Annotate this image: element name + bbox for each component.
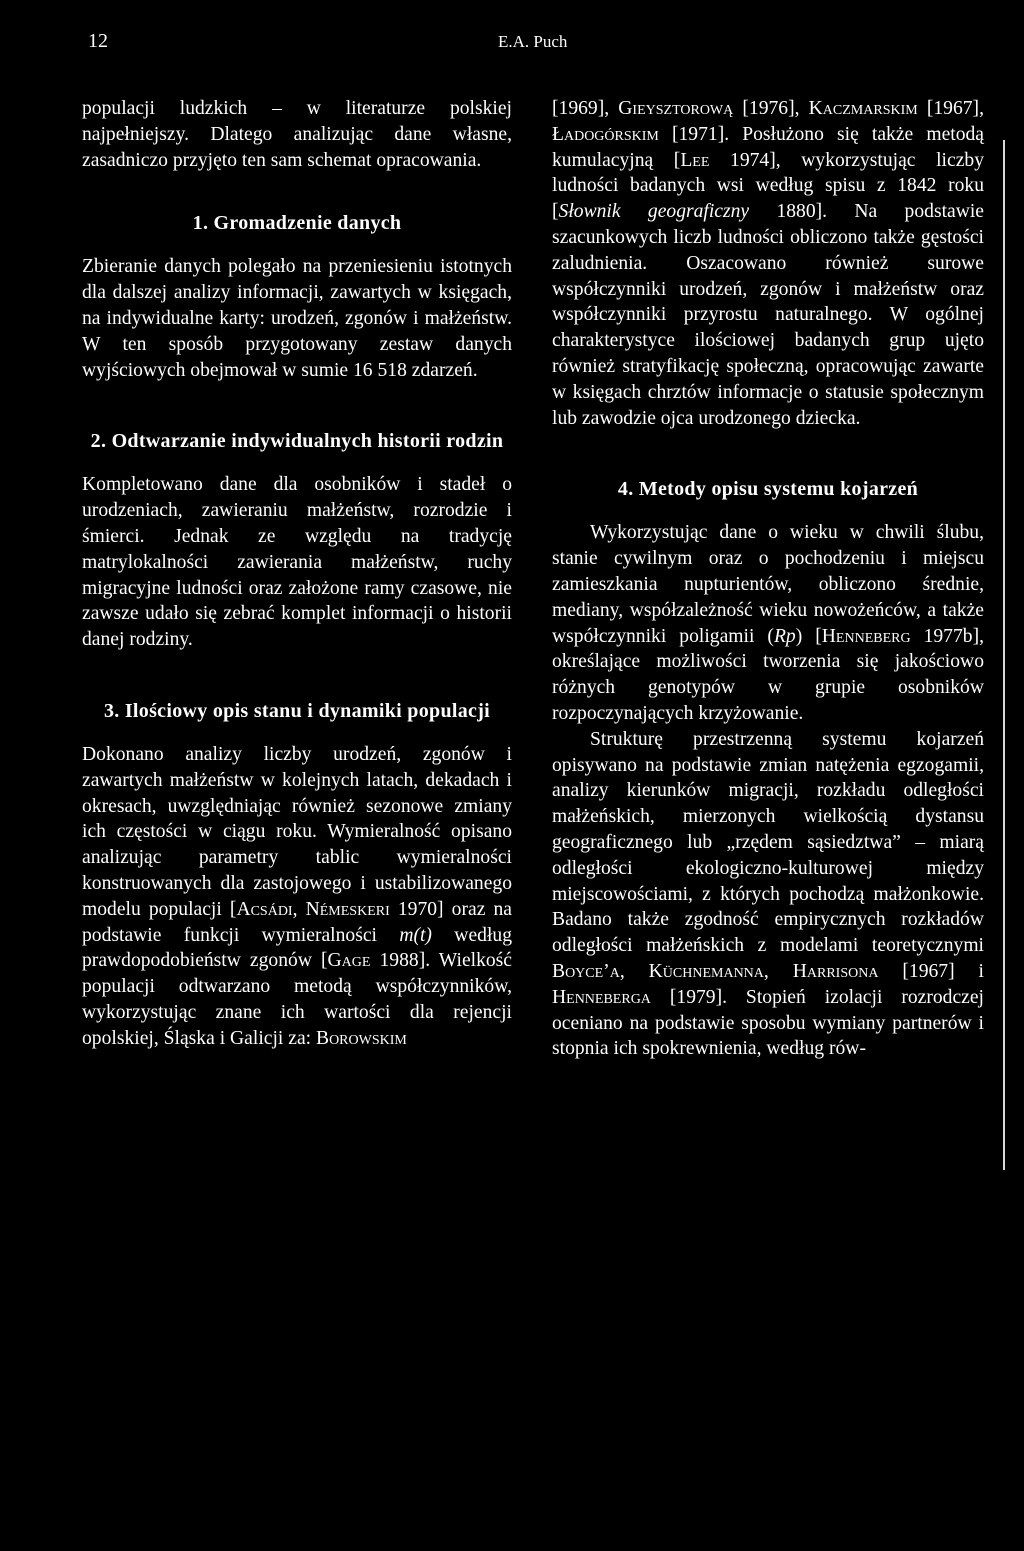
symbol-rp: Rp	[773, 625, 796, 647]
citation-slownik: Słownik geograficzny	[558, 201, 750, 223]
citation-gage: Gage	[327, 950, 371, 972]
page-header	[0, 30, 1024, 64]
citation-lee: Lee	[680, 149, 710, 171]
page-edge-rule	[1003, 140, 1005, 1170]
citation-borowski: Borowskim	[316, 1027, 407, 1049]
running-head: E.A. Puch	[498, 32, 568, 51]
citation-gieysztor: Gieysztorową	[618, 98, 734, 119]
section-4-heading: 4. Metody opisu systemu kojarzeń	[617, 478, 919, 501]
citation-ladogorski: Ładogórskim	[552, 123, 659, 145]
page-number: 12	[88, 30, 108, 52]
citation-acsadi: Acsádi, Némeskeri	[236, 898, 390, 920]
right-column	[552, 96, 984, 1062]
section-3-paragraph: Dokonano analizy liczby urodzeń, zgonów i zawartych małżeństw w kolejnych latach, dekadach i okresach, uwzględniając również sezonowe zmiany ich częstości w ciągu roku. Wymieralność opisano analizując parametry tablic wymieralności konstruowanych dla zastojowego i ustabilizowanego modelu populacji [Acsádi, Némeskeri 1970] oraz na podstawie funkcji wymieralności m(t) według prawdopodobieństw zgonów [Gage 1988]. Wielkość populacji odtwarzano metodą współczynników, wykorzystując znane ich wartości dla rejencji opolskiej, Śląska i Galicji za: Borowskim	[82, 743, 512, 1049]
section-2-paragraph: Kompletowano dane dla osobników i stadeł o urodzeniach, zawieraniu małżeństw, rozrodzie i śmierci. Jednak ze względu na tradycję matrylokalności zawierania małżeństw, ruchy migracyjne ludności oraz założone ramy czasowe, nie zawsze udało się zebrać komplet informacji o historii danej rodziny.	[82, 474, 512, 651]
formula-mt: m(t)	[399, 924, 432, 946]
citation-henneberga: Henneberga	[552, 986, 651, 1008]
citation-kaczmarski: Kaczmarskim	[808, 98, 918, 119]
continuation-paragraph: [1969], Gieysztorową [1976], Kaczmarskim [1967], Ładogórskim [1971]. Posłużono się także metodą kumulacyjną [Lee 1974], wykorzystując liczby ludności badanych wsi według spisu z 1842 roku [Słownik geograficzny 1880]. Na podstawie szacunkowych liczb ludności obliczono także gęstości zaludnienia. Oszacowano również surowe współczynniki urodzeń, zgonów i małżeństw oraz współczynniki przyrostu naturalnego. W ogólnej charakterystyce ilościowej badanych grup ujęto również stratyfikację społeczną, opracowując zawarte w księgach chrztów informacje o statusie społecznym lub zawodzie ojca urodzonego dziecka.	[552, 98, 985, 429]
citation-boyce: Boyce’a, Küchnemanna, Harrisona	[552, 960, 879, 982]
section-4-paragraph-1: Wykorzystując dane o wieku w chwili ślubu, stanie cywilnym oraz o pochodzeniu i miejscu zamieszkania nupturientów, obliczono średnie, mediany, współzależność wieku nowożeńców, a także współczynniki poligamii (Rp) [Henneberg 1977b], określające możliwości tworzenia się jakościowo różnych genotypów w grupie osobników rozpoczynających krzyżowanie.	[552, 522, 984, 724]
section-4-paragraph-2: Strukturę przestrzenną systemu kojarzeń opisywano na podstawie zmian natężenia egzogamii, analizy kierunków migracji, rozkładu odległości małżeńskich, mierzonych wielkością dystansu geograficznego lub „rzędem sąsiedztwa” – miarą odległości ekologiczno-kulturowej między miejscowościami, z których pochodzą małżonkowie. Badano także zgodność empirycznych rozkładów odległości małżeńskich z modelami teoretycznymi Boyce’a, Küchnemanna, Harrisona [1967] i Henneberga [1979]. Stopień izolacji rozrodczej oceniano na podstawie sposobu wymiany partnerów i stopnia ich spokrewnienia, według rów-	[552, 728, 984, 1060]
citation-henneberg: Henneberg	[821, 625, 911, 647]
section-3-heading: 3. Ilościowy opis stanu i dynamiki populacji	[103, 699, 491, 722]
section-2-heading: 2. Odtwarzanie indywidualnych historii rodzin	[90, 430, 504, 453]
section-1-paragraph: Zbieranie danych polegało na przeniesieniu istotnych dla dalszej analizy informacji, zawartych w księgach, na indywidualne karty: urodzeń, zgonów i małżeństw. W ten sposób przygotowany zestaw danych wyjściowych obejmował w sumie 16 518 zdarzeń.	[82, 256, 512, 381]
intro-paragraph: populacji ludzkich – w literaturze polskiej najpełniejszy. Dlatego analizując dane własne, zasadniczo przyjęto ten sam schemat opracowania.	[82, 98, 512, 171]
section-1-heading: 1. Gromadzenie danych	[192, 212, 402, 235]
left-column	[82, 96, 512, 1052]
